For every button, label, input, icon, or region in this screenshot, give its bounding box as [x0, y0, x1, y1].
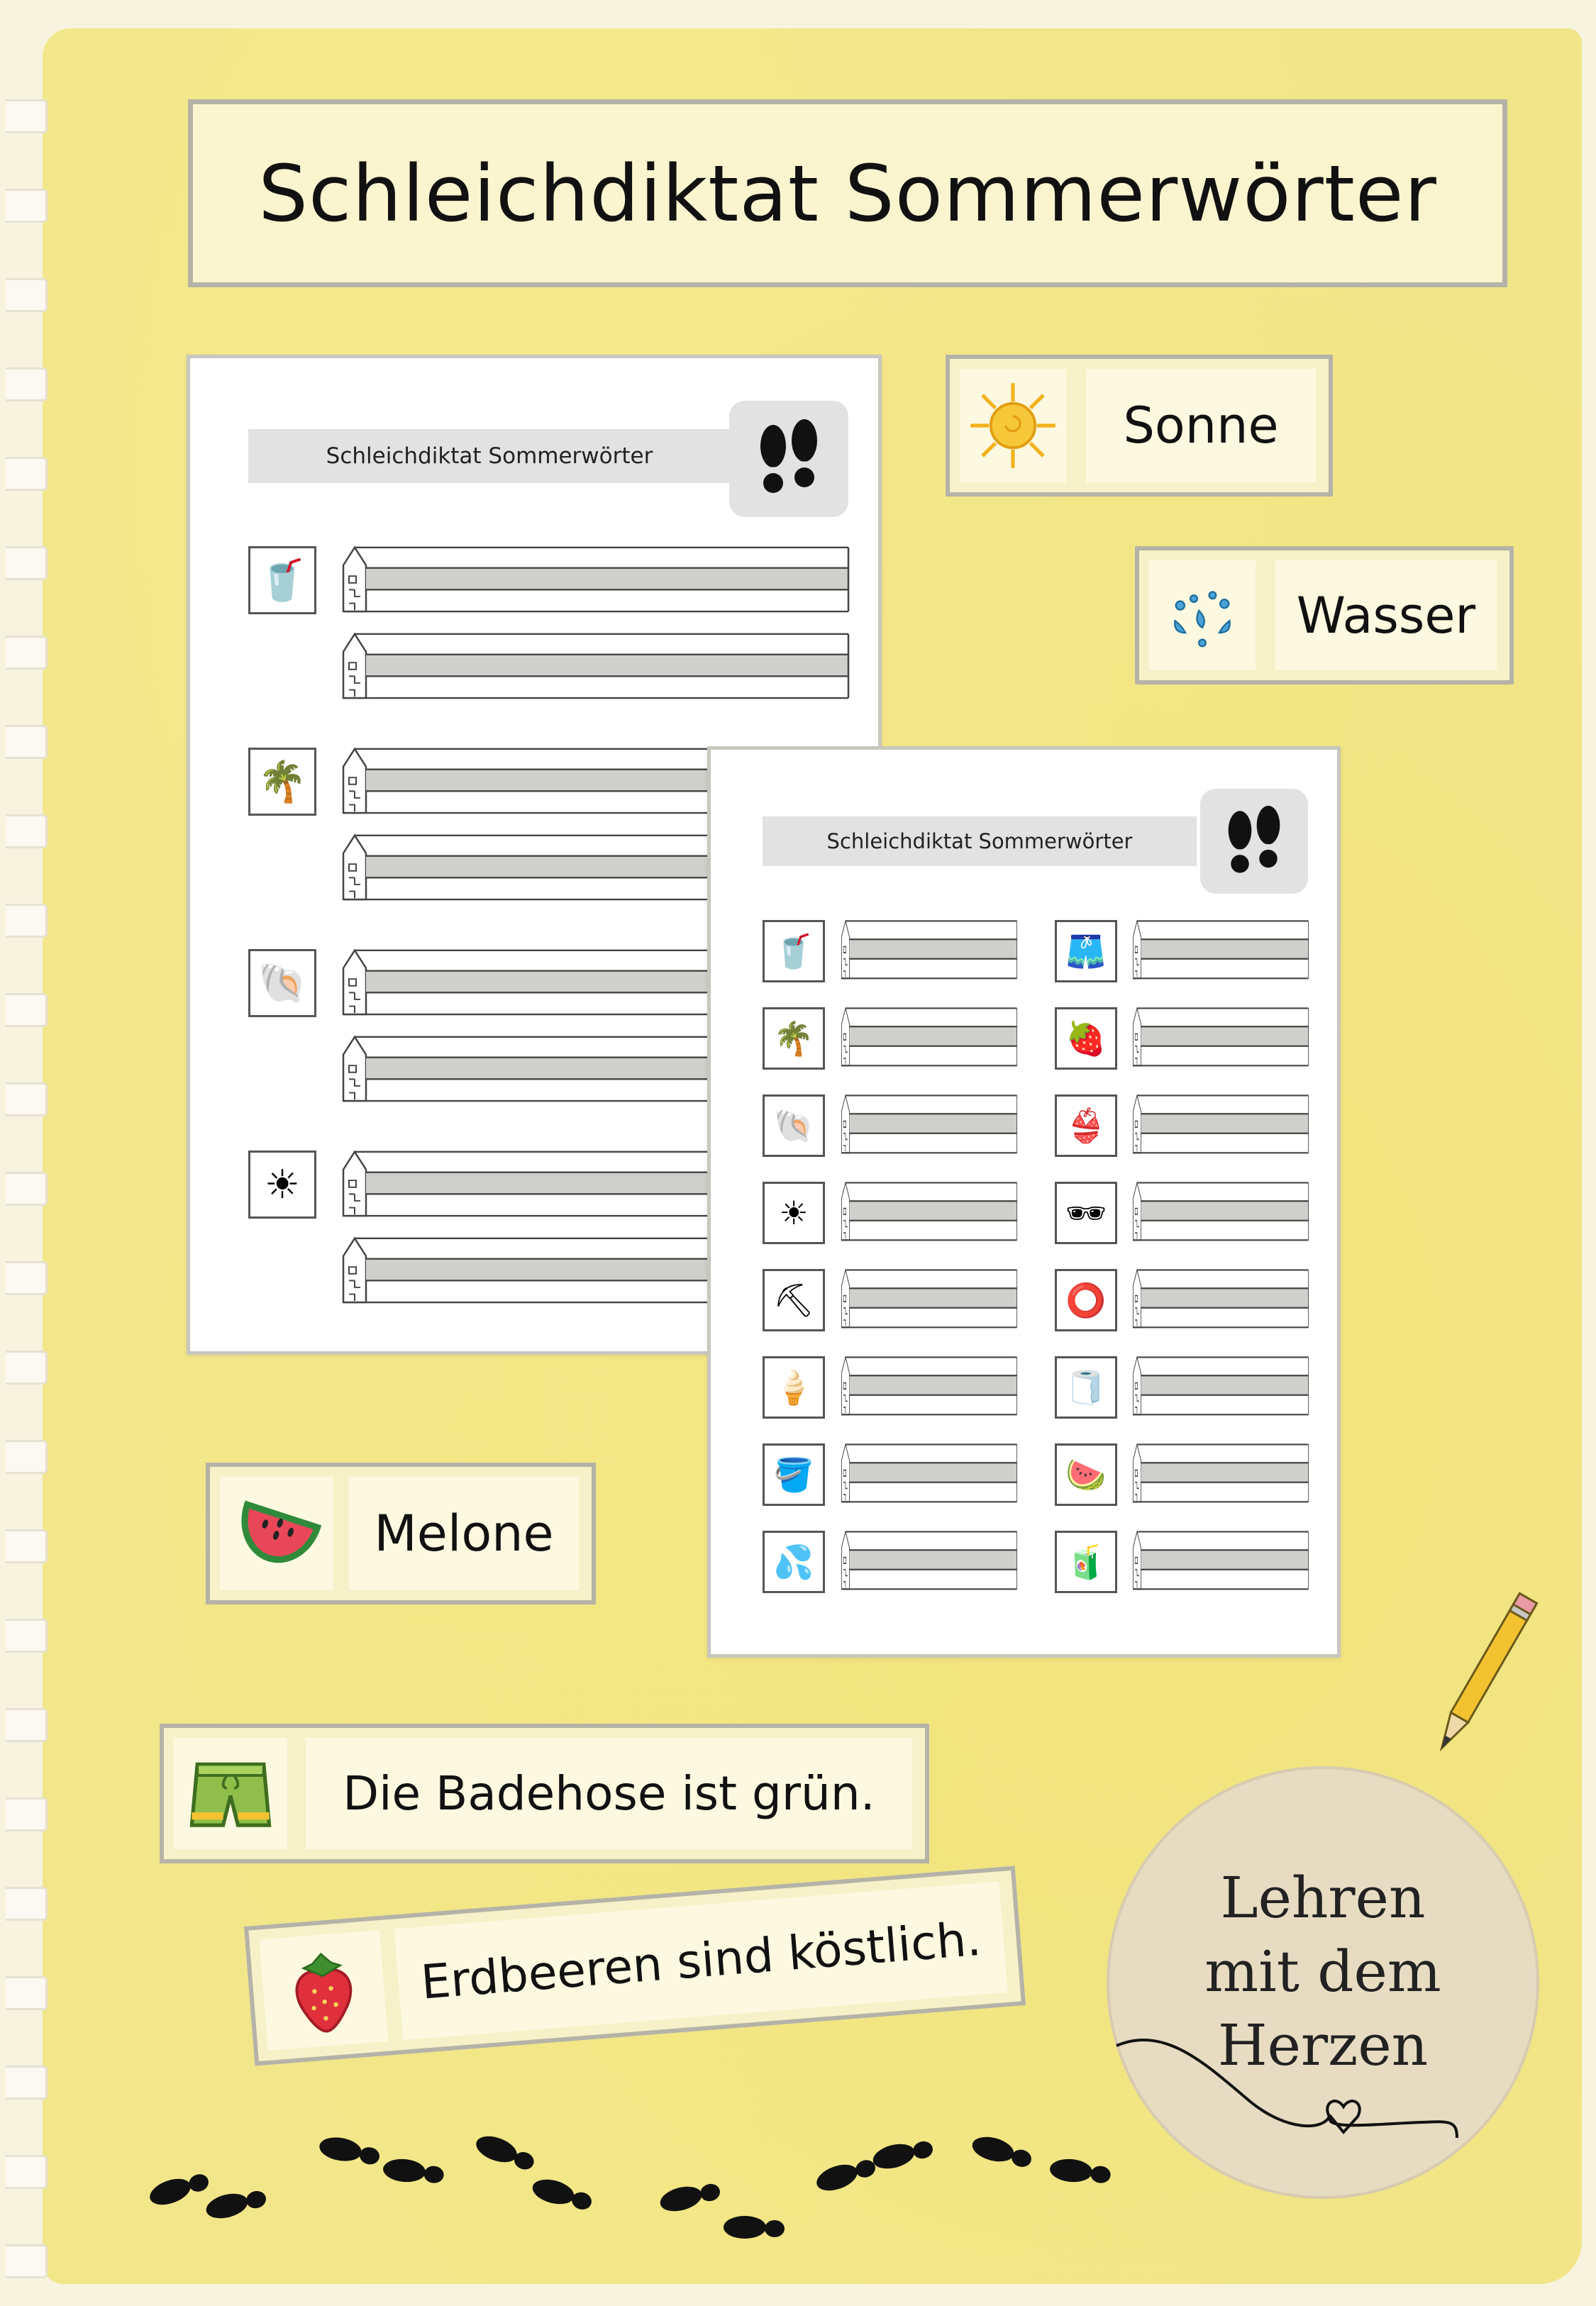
writing-lines: [1132, 1268, 1309, 1329]
spiral-hole: [6, 1082, 48, 1116]
spiral-hole: [6, 2066, 48, 2100]
palm-tree-icon: 🌴: [248, 748, 316, 816]
worksheet-small-header: [763, 816, 1197, 866]
spiral-hole: [6, 2155, 48, 2189]
word-card-sonne: [946, 355, 1333, 497]
spiral-hole: [6, 1529, 48, 1563]
word-card-sonne-text: Sonne: [1086, 369, 1316, 482]
footprint-icon: [813, 2153, 878, 2195]
footprints-trail: [142, 2121, 1135, 2249]
spiral-hole: [6, 993, 48, 1027]
footprints-icon: [753, 419, 824, 497]
spiral-hole: [6, 1797, 48, 1831]
title-banner: [188, 99, 1507, 287]
juice-icon: 🧃: [1055, 1531, 1117, 1593]
footprint-icon: [530, 2175, 594, 2213]
spiral-hole: [6, 1172, 48, 1206]
badge-line-2: mit dem: [1204, 1939, 1441, 2005]
strawberry-icon: [259, 1930, 388, 2051]
footprint-icon: [382, 2157, 445, 2185]
sun-icon: ☀: [763, 1182, 825, 1244]
page-title: Schleichdiktat Sommerwörter: [258, 148, 1437, 239]
writing-lines: [841, 1529, 1018, 1590]
drink-icon: 🥤: [248, 546, 316, 614]
word-card-melone: [206, 1463, 596, 1604]
sun-icon: ☀: [248, 1151, 316, 1219]
writing-lines: [1132, 1529, 1309, 1590]
worksheet-small-title: Schleichdiktat Sommerwörter: [826, 829, 1133, 853]
word-card-wasser-text: Wasser: [1275, 560, 1497, 670]
spiral-hole: [6, 457, 48, 491]
writing-lines: [1132, 1355, 1309, 1416]
spiral-hole: [6, 904, 48, 938]
brand-badge: [1107, 1766, 1539, 2199]
writing-lines: [841, 1180, 1018, 1241]
pencil-icon: [1426, 1582, 1539, 1773]
worksheet-large-header: [248, 429, 731, 483]
drink-icon: 🥤: [763, 920, 825, 982]
spiral-hole: [6, 1619, 48, 1653]
swim-ring-icon: ⭕: [1055, 1269, 1117, 1331]
footprints-badge: [729, 401, 848, 517]
shell-icon: 🐚: [763, 1094, 825, 1157]
footprint-icon: [146, 2168, 211, 2210]
footprint-icon: [658, 2178, 722, 2215]
word-card-wasser: [1135, 546, 1514, 684]
spiral-hole: [6, 99, 48, 133]
sunglasses-icon: 🕶: [1055, 1182, 1117, 1244]
writing-lines: [1132, 919, 1309, 980]
spiral-hole: [6, 814, 48, 848]
worksheet-large-title: Schleichdiktat Sommerwörter: [326, 443, 653, 469]
swim-shorts-icon: [174, 1738, 287, 1849]
spiral-hole: [6, 278, 48, 312]
watermelon-icon: [220, 1477, 333, 1590]
shell-icon: 🐚: [248, 949, 316, 1017]
writing-lines: [841, 1268, 1018, 1329]
spiral-hole: [6, 1976, 48, 2010]
spiral-hole: [6, 1440, 48, 1474]
spiral-hole: [6, 636, 48, 670]
spiral-hole: [6, 1261, 48, 1295]
spiral-binding: [0, 99, 57, 2284]
spiral-hole: [6, 1351, 48, 1385]
writing-lines: [841, 919, 1018, 980]
footprint-icon: [970, 2133, 1034, 2171]
swimsuit-icon: 👙: [1055, 1094, 1117, 1157]
watermelon-icon: 🍉: [1055, 1443, 1117, 1506]
writing-lines: [841, 1442, 1018, 1503]
worksheet-small: [707, 746, 1341, 1658]
spiral-hole: [6, 725, 48, 759]
badge-line-1: Lehren: [1220, 1865, 1426, 1931]
heart-swirl-icon: [1109, 1769, 1542, 2202]
sentence-card-badehose-text: Die Badehose ist grün.: [306, 1738, 912, 1849]
footprint-icon: [870, 2135, 935, 2173]
swim-shorts-icon: 🩳: [1055, 920, 1117, 982]
spiral-hole: [6, 1887, 48, 1921]
writing-lines: [340, 545, 851, 613]
writing-lines: [340, 631, 851, 699]
ice-cream-icon: 🍦: [763, 1356, 825, 1419]
shovel-icon: ⛏: [763, 1269, 825, 1331]
bucket-icon: 🪣: [763, 1443, 825, 1506]
writing-lines: [1132, 1093, 1309, 1154]
badge-line-3: Herzen: [1217, 2012, 1429, 2078]
footprints-icon: [1221, 806, 1287, 877]
writing-lines: [841, 1006, 1018, 1067]
footprint-icon: [1049, 2157, 1112, 2185]
spiral-hole: [6, 367, 48, 401]
footprint-icon: [318, 2134, 382, 2167]
writing-lines: [1132, 1442, 1309, 1503]
footprint-icon: [472, 2132, 538, 2173]
writing-lines: [1132, 1006, 1309, 1067]
spiral-hole: [6, 1708, 48, 1742]
writing-lines: [841, 1093, 1018, 1154]
footprints-badge: [1200, 789, 1308, 894]
spiral-hole: [6, 189, 48, 223]
word-card-melone-text: Melone: [349, 1477, 579, 1590]
writing-lines: [1132, 1180, 1309, 1241]
spiral-hole: [6, 2244, 48, 2278]
writing-lines: [841, 1355, 1018, 1416]
sentence-card-badehose: [160, 1724, 929, 1863]
footprint-icon: [724, 2216, 785, 2239]
sun-icon: [960, 369, 1066, 482]
water-splash-icon: [1149, 560, 1256, 670]
sentence-card-erdbeeren-text: Erdbeeren sind köstlich.: [394, 1881, 1008, 2040]
spiral-hole: [6, 546, 48, 580]
strawberry-icon: 🍓: [1055, 1007, 1117, 1070]
footprint-icon: [204, 2185, 268, 2222]
palm-tree-icon: 🌴: [763, 1007, 825, 1070]
water-splash-icon: 💦: [763, 1531, 825, 1593]
towel-icon: 🧻: [1055, 1356, 1117, 1419]
